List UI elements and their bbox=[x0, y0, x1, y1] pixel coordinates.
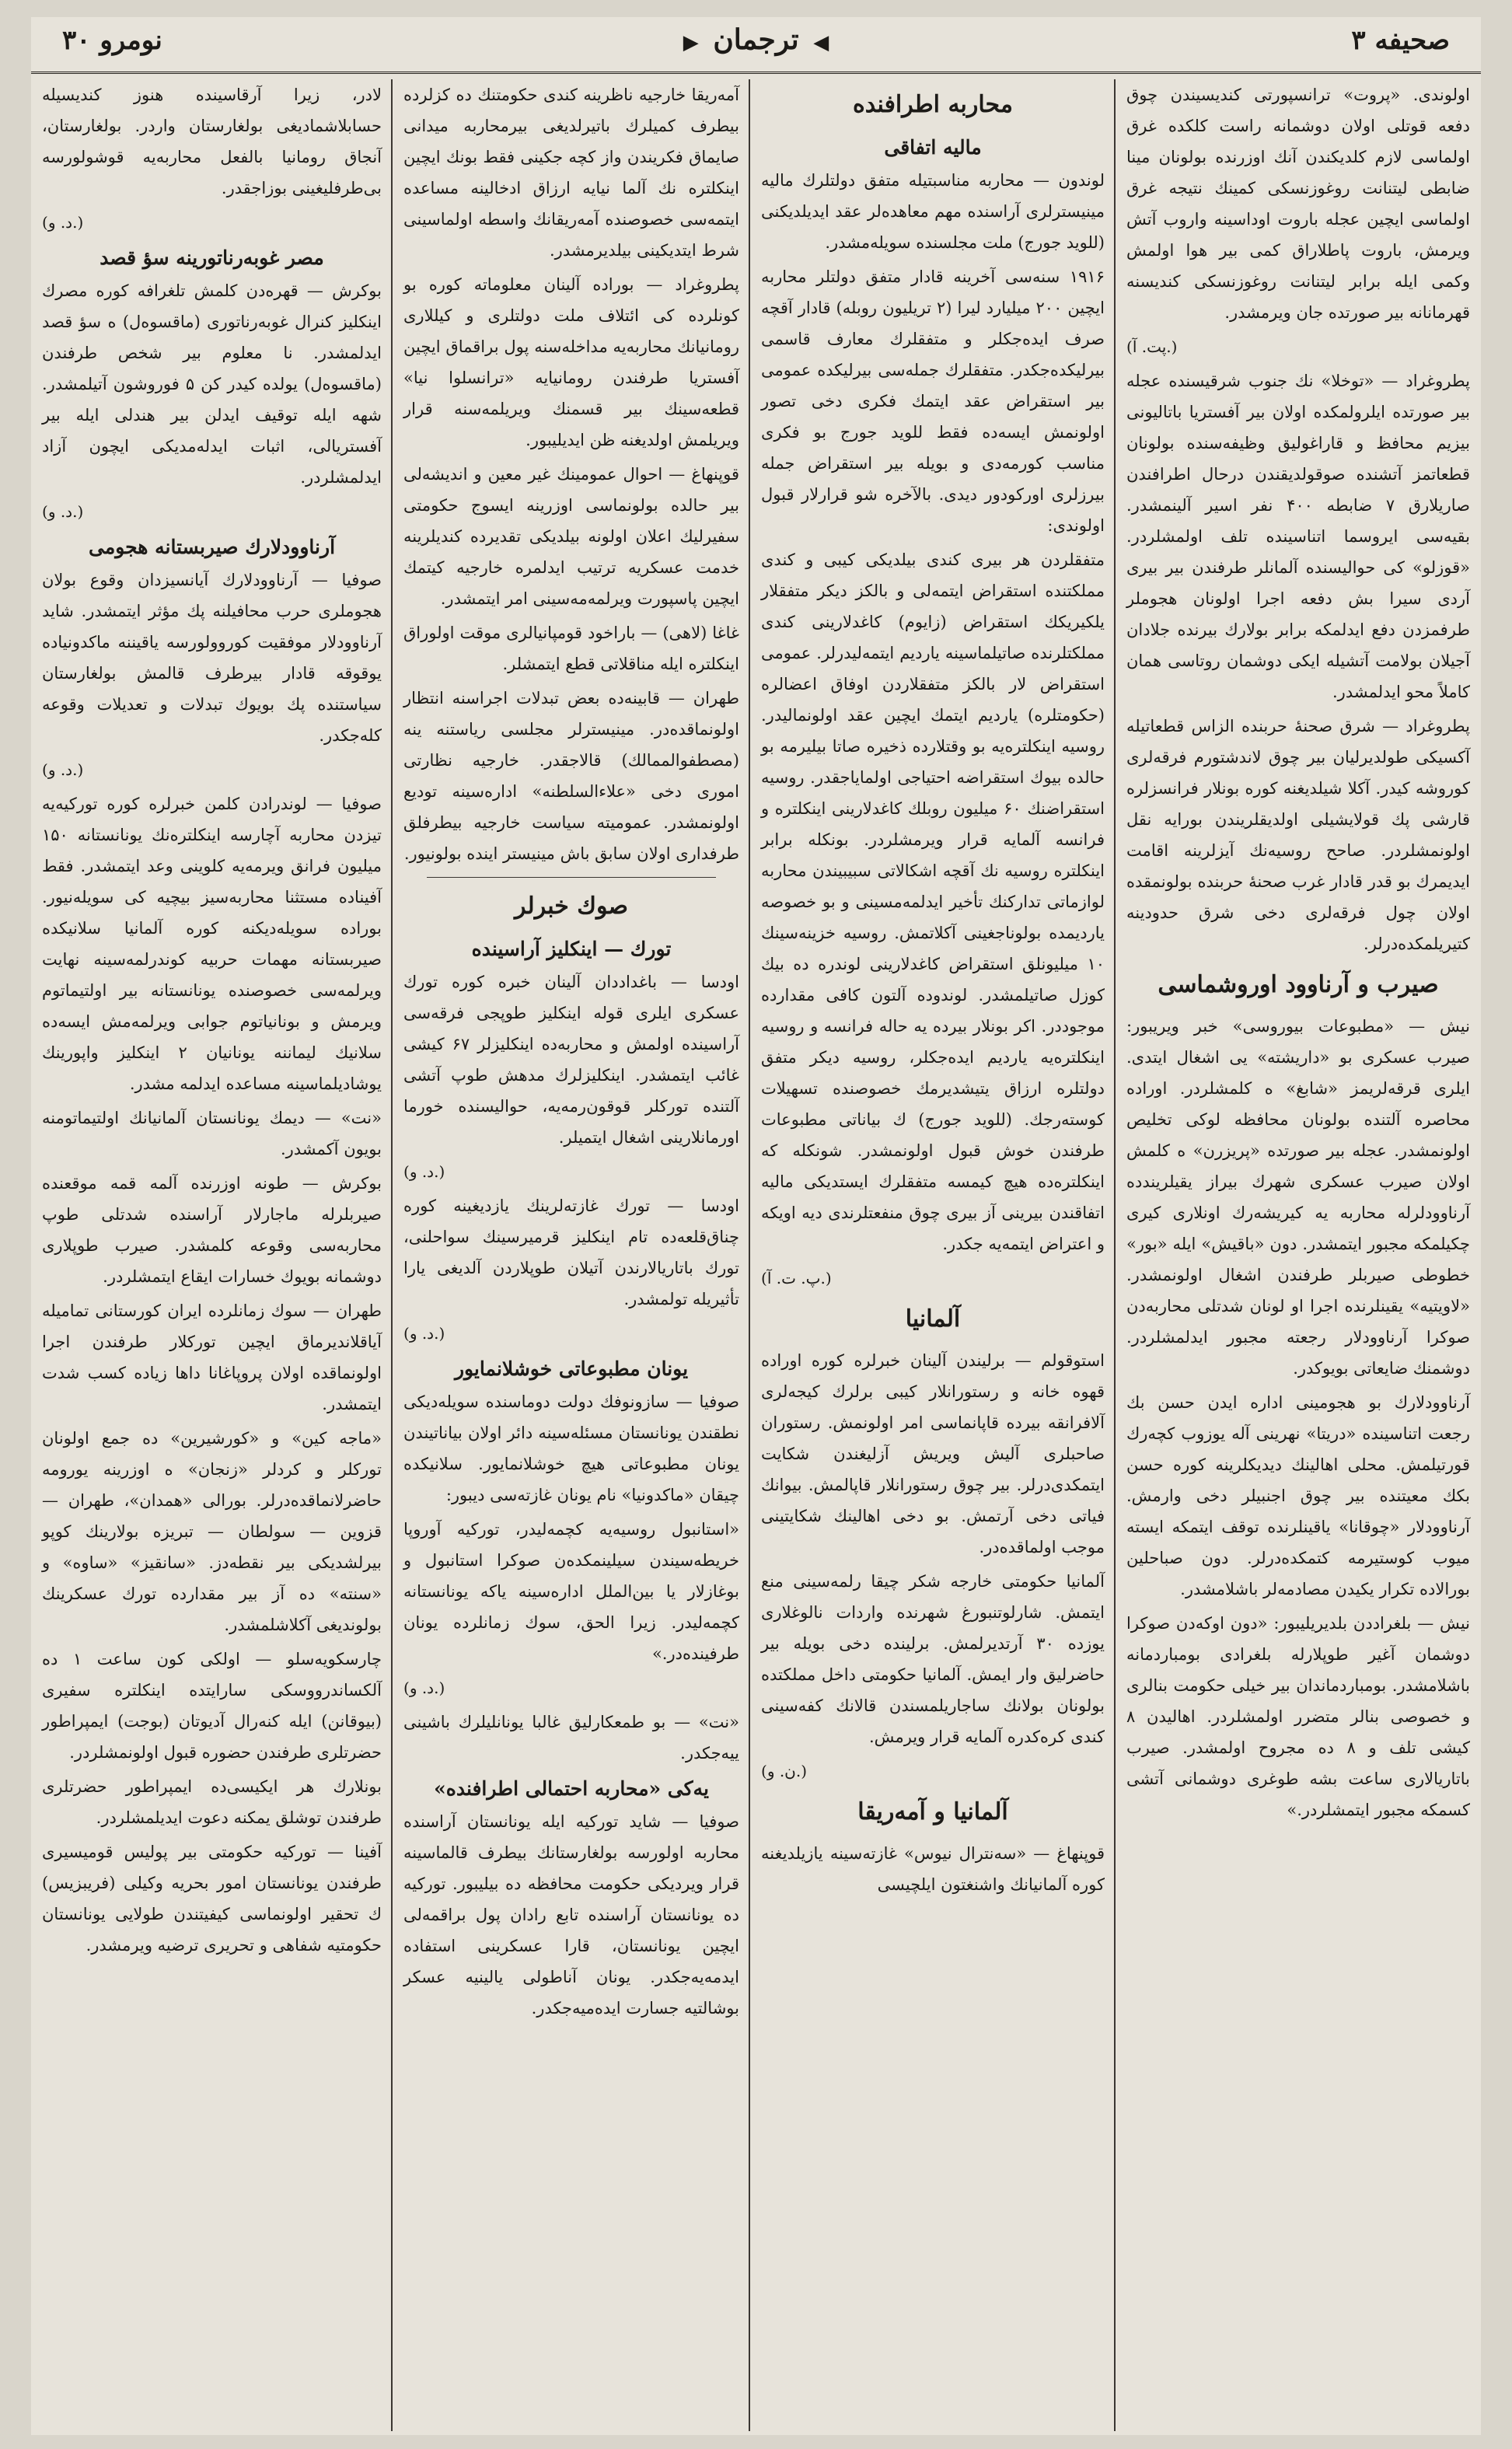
article-paragraph: آفینا — تورکیه حکومتی بیر پولیس قومیسیری طرفندن یونانستان امور بحریه وکیلی (فریبزیس) ك تحقیر اولونماسی کیفیتندن طولایی یونانستان حکومتیه شفاهی و تحریری ترضیه ویرمشدر. bbox=[42, 1843, 382, 1955]
section-subheading: یه‌کی «محاربه احتمالی اطرافنده» bbox=[434, 1777, 709, 1800]
article-paragraph: «ماجه کین» و «کورشیرین» ده جمع اولونان تورکلر و کردلر «زنجان» ه اوزرینه یورومه حاضرلانماقده‌درلر. بورالی «همدان»، طهران — قزوین — سولطان — تبریزه بولارینك کوپو بیرلشدیکی بیر نقطه‌دز. «سانقیز» «ساوه» و «سنته» ده آز بیر مقدارده تورك عسکرینك بولوندیغی آکلاشلمشدر. bbox=[42, 1429, 382, 1634]
source-signature: (د. و.) bbox=[42, 502, 84, 521]
article-paragraph: قوپنهاغ — «سه‌نترال نیوس» غازته‌سینه یازیلدیغنه کوره آلمانیانك واشنغتون ایلچیسی bbox=[761, 1844, 1105, 1894]
article-paragraph: «نت» — بو طمعکارلیق غالبا یونانلیلرك باشینی ییه‌جکدر. bbox=[403, 1713, 739, 1763]
article-paragraph: بوکرش — طونه اوزرنده آلمه قمه موقعنده صیربلرله ماجارلار آراسنده شدتلی طوپ محاربه‌سی وقوعه کلمشدر. صیرب طوپلاری دوشمانه بویوك خسارات ایقاع ایتمشلردر. bbox=[42, 1174, 382, 1286]
section-heading: آلمانیا bbox=[905, 1305, 961, 1333]
page-number-label: صحیفه ۳ bbox=[1351, 25, 1450, 56]
section-heading: صوك خبرلر bbox=[515, 893, 628, 920]
section-subheading: مالیه اتفاقی bbox=[884, 136, 982, 159]
article-paragraph: اودسا — تورك غازته‌لرینك یازدیغینه کوره چناق‌قلعه‌ده تام اینکلیز قرمیرسینك سواحلنی، تورك باتاریالارندن آتیلان طوپلاردن آلدیغی یارا تأثیریله تولمشدر. bbox=[403, 1197, 739, 1308]
source-signature: (ن. و.) bbox=[761, 1762, 808, 1780]
article-paragraph: متفقلردن هر بیری کندی بیلدیکی کیبی و کندی مملکتنده استقراض ایتمه‌لی و بالکز دیکر متفقلار یلکیریکك استقراض (زایوم) کاغدلارینی کندی مملکتلرنده صاتیلماسینه یاردیم ایتمه‌لیدرلر. عمومی استقراض لار بالکز متفقلاردن اوفاق اعضالره (حکومتلره) یاردیم ایتمك ایچین عقد اولونمالیدر. روسیه اینکلتره‌یه بو وقتلارده ذخیره صاتا بیلیرمه بو حالده بیوك استقراضه احتیاجی اولمایاجقدر. روسیه استقراضنك ۶۰ میلیون روبلك کاغدلارینی اینکلتره و فرانسه آلمایه قرار ویرمشلردر. بونکله برابر اینکلتره روسیه نك آقچه اشکالاتی سبیبیندن محاربه لوازماتی تدارکنك تأخیر ایدلمه‌مسینی و بو خصوصه یاردیمده بولوناجغینی آکلاتمش. روسیه خزینه‌سینك ۱۰ میلیونلق استقراض کاغدلارینی لوندره ده بیك کوزل صاتیلمشدر. لوندوده آلتون کافی مقدارده موجوددر. اکر بونلار بیرده یه حاله فرانسه و روسیه اینکلتره‌یه یاردیم ایده‌جکلر، روسیه دیکر متفق دولتلره ارزاق یتیشدیرمك خصوصنده تسهیلات کوسته‌رجك. (للوید جورج) ك بیاناتی مطبوعات طرفندن خوش قبول اولونمشدر. شونکله که اینکلتره‌ده هیچ کیمسه متفقلرك ایستدیکی مالیه اتفاقندن بیرینی آز بیری چوق منفعتلرندی دیه اویکه و اعتراض ایتمه‌یه جکدر. bbox=[761, 550, 1105, 1253]
article-paragraph: نیش — بلغراددن بلدیریلیبور: «دون اوکه‌دن صوکرا دوشمان آغیر طوپلارله بلغرادی بومباردمانه باشلامشدر. بومباردماندان بیر خیلی حکومت بنالری و خصوصی بنالر متضرر اولمشلردر. اهالیدن ۸ کیشی تلف و ۸ ده مجروح اولمشدر. صیرب باتاریالاری ساعت بشه طوغری دوشمانی آتشی کسمکه مجبور ایتمشلردر.» bbox=[1126, 1614, 1470, 1819]
article-paragraph: لوندون — محاربه مناسبتیله متفق دولتلرك مالیه مینیسترلری آراسنده مهم معاهده‌لر عقد ایدیلدیکنی (للوید جورج) ملت مجلسنده سویله‌مشدر. bbox=[761, 171, 1105, 252]
source-signature: (د. و.) bbox=[403, 1679, 445, 1697]
article-paragraph: صوفیا — لوندرادن کلمن خبرلره کوره تورکیه‌یه تیزدن محاربه آچارسه اینکلتره‌نك یونانستانه ۱۵۰ میلیون فرانق ویرمه‌یه کلوینی وعد ایتمشدر. فقط آفیناده مستثنا محاربه‌سیز بیچیه کی سویله‌نیور. بوراده سویله‌دیکنه کوره آلمانیا سلانیکده صیربستانه مهمات حربیه کوندرلمه‌سینه نهایت ویرلمه‌سی خصوصنده یونانستانه بیر اولتیماتوم ویرمش و بونانیاتوم جوابی ویرلمه‌مش ایسه‌ده سلانیك لیماننه یونانیان ۲ اینکلیز واپورینك یوشادیلماسینه مساعده ایدلمه مشدر. bbox=[42, 795, 382, 1093]
article-paragraph: استوقولم — برلیندن آلینان خبرلره کوره اوراده قهوه خانه و رستورانلار کیبی برلرك کیجه‌لری آلافرانقه بیرده قاپانماسی امر اولونمش. رستوران صاحبلری آلیش ویریش آزلیغندن شکایت ایتمکدی‌درلر. بیر چوق رستورانلار قاپالمش. بیوانك فیاتی دخی آرتمش. بو دخی اهالینك شکایتینی موجب اولماقده‌در. bbox=[761, 1351, 1105, 1556]
article-paragraph: صوفیا — سازونوفك دولت دوماسنده سویله‌دیکی نطقندن یونانستان مسئله‌سینه دائر اولان بیاناتیندن یونان مطبوعاتی هیچ خوشلانمایور. سلانیکده چیقان «ماکدونیا» نام یونان غازته‌سی دیبور: bbox=[403, 1392, 739, 1504]
article-paragraph: آمه‌ریقا خارجیه ناظرینه کندی حکومتنك ده کزلرده بیطرف کمیلرك باتیرلدیغی بیرمحاربه میدانی صایماق فکریندن واز کچه جکینی فقط بونك ایچین اینکلتره نك آلما نیایه ارزاق ادخالینه مساعده ایتمه‌سی خصوصنده آمه‌ریقانك واسطه اولماسینی شرط ایتدیکینی بیلدیرمشدر. bbox=[403, 86, 739, 260]
article-paragraph: طهران — سوك زمانلرده ایران کورستانی تمامیله آیاقلاندیرماق ایچین تورکلار طرفندن اجرا اولونماقده اولان پروپاغانا داها زیاده کسب شدت ایتمشدر. bbox=[42, 1301, 382, 1413]
article-paragraph: قوپنهاغ — احوال عمومینك غیر معین و اندیشه‌لی بیر حالده بولونماسی اوزرینه ایسوج حکومتی سفیرلیك اعلان اولونه بیلدیکی تقدیرده کندیلرینه خدمت عسکریه ترتیب ایدلمره خارجیه کیتمك ایچین پاسپورت ویرلمه‌مه‌سینی امر ایتمشدر. bbox=[403, 465, 739, 608]
newspaper-page bbox=[31, 17, 1481, 2435]
issue-number-label: نومرو ۳۰ bbox=[62, 25, 162, 56]
section-subheading: یونان مطبوعاتی خوشلانمایور bbox=[454, 1357, 689, 1380]
article-paragraph: طهران — قابینه‌ده بعض تبدلات اجراسنه انتظار اولونماقده‌در. مینیسترلر مجلسی ریاستنه ینه (مصطفوالممالك) قالاجقدر. خارجیه نظارتی اموری دخی «علاءالسلطنه» اداره‌سینه تودیع اولونمشدر. عمومیته سیاست خارجیه بیطرفلق طرفداری اولان سابق باش مینیستر اینده بولونیور. bbox=[403, 689, 739, 863]
article-paragraph: اولوندی. «پروت» ترانسپورتی کندیسیندن چوق دفعه قوتلی اولان دوشمانه راست کلکده غرق اولماسی لازم کلدیکندن آنك اوزرنده بولونان مینا ضابطی لیتنانت روغوزنسکی کمینك نتیجه غرق اولماسی ایچین عجله باروت اوداسینه واروب آتش ویرمش، باروت پاطلاراق کمی بیر هوا اولمش وکمی ایله برابر لیتنانت روغوزنسکی کندیسنه قهرمانانه بیر صورتده جان ویرمشدر. bbox=[1126, 86, 1470, 322]
article-paragraph: «نت» — دیمك یونانستان آلمانیانك اولتیماتومنه بویون آکمشدر. bbox=[42, 1109, 382, 1158]
article-paragraph: چارسکویه‌سلو — اولکی کون ساعت ۱ ده آلکساندرووسکی سارایتده اینکلتره سفیری (بیوقانن) ایله کنه‌رال آدیوتان (بوجت) ایمپراطور حضرتلری طرفندن حضوره قبول اولونمشلردر. bbox=[42, 1650, 382, 1762]
column-3 bbox=[393, 79, 750, 2431]
source-signature: (پت. آ.) bbox=[1126, 337, 1178, 356]
source-signature: (پ. ت. آ.) bbox=[761, 1269, 832, 1287]
source-signature: (د. و.) bbox=[403, 1324, 445, 1343]
section-subheading: تورك — اینکلیز آراسینده bbox=[471, 938, 672, 960]
page-header bbox=[31, 17, 1481, 74]
source-signature: (د. و.) bbox=[403, 1162, 445, 1181]
column-2 bbox=[750, 79, 1116, 2431]
article-paragraph: پطروغراد — «توخلا» نك جنوب شرقیسنده عجله بیر صورتده ایلرولمکده اولان بیر آفستریا باتالیونی بیزیم محافظ و قاراغولیق وظیفه‌سنده بولونان قطعاتمز آتشنده صوقولدیقندن درحال اطرافندن صاریلارق ۷ ضابطه ۴۰۰ نفر اسیر آلینمشدر. بقیه‌سی ایروسما اتناسینده تلف اولمشلردر. «قوزلو» کی حوالیسنده آلمانلر طرفندن بیر بیری آردی سیرا بش دفعه اجرا اولونان هجوملر طرفمزدن دفع ایدلمکه برابر بولارك بیرنده جلادان آجیلان بولامت آتشیله ایکی دوشمان روتاسی همان کاملاً محو ایدلمشدر. bbox=[1126, 372, 1470, 701]
source-signature: (د. و.) bbox=[42, 213, 84, 232]
section-heading: صیرب و آرناوود اوروشماسی bbox=[1158, 971, 1439, 998]
column-4 bbox=[31, 79, 393, 2431]
article-paragraph: صوفیا — شاید تورکیه ایله یونانستان آراسنده محاربه اولورسه بولغارستانك بیطرف قالماسینه قرار ویردیکی حکومت محافظه ده بیلیبور. تورکیه ده یونانستان آراسنده تابع رادان پول براقمه‌لی ایچین یونانستان، قارا عسکرینی استفاده ایدمه‌یه‌جکدر. یونان آناطولی یالینیه عسکر بوشالتیه جسارت ایده‌میه‌جکدر. bbox=[403, 1812, 739, 2018]
article-paragraph: بوکرش — قهره‌دن کلمش تلغرافه کوره مصرك اینکلیز کنرال غوبه‌رناتوری (ماقسوه‌ل) ه سؤ قصد ایدلمشدر. نا معلوم بیر شخص طرفندن (ماقسوه‌ل) یولده کیدر کن ۵ فوروشون آتیلمشدر. شهه ایله توقیف ایدلن بیر هندلی ایله بیر آفستریالی، اثبات ایدله‌مدیکی ایچون آزاد ایدلمشلردر. bbox=[42, 281, 382, 487]
arrow-right-icon: ◀ bbox=[813, 31, 829, 54]
section-heading: محاربه اطرافنده bbox=[853, 91, 1013, 118]
section-subheading: آرناوودلارك صیربستانه هجومی bbox=[88, 536, 336, 558]
paper-name: ترجمان bbox=[713, 23, 799, 56]
source-signature: (د. و.) bbox=[42, 760, 84, 779]
arrow-left-icon: ▶ bbox=[683, 31, 699, 54]
article-paragraph: آلمانیا حکومتی خارجه شکر چیقا رلمه‌سینی منع ایتمش. شارلوتنبورغ شهرنده واردات نالوغلاری یوزده ۳۰ آرتدیرلمش. برلینده دخی بویله بیر حاضرلیق وار ایمش. آلمانیا حکومتی داخل مملکتده بولونان بولانك ساجاریلمسندن قالانك کفه‌سینی کندی کره‌کدره آلمایه قرار ویرمش. bbox=[761, 1572, 1105, 1746]
article-paragraph: نیش — «مطبوعات بیوروسی» خبر ویریبور: صیرب عسکری بو «داریشته» یی اشغال ایتدی. ایلری قرقه‌لریمز «شابغ» ه کلمشلردر. اوراده محاصره آلتنده بولونان محافظه لوکی تخلیص اولونمشدر. عجله بیر صورتده «پریزرن» ه کلمش اولان صیرب عسکری شهرك بیراز یقیلریندده آرناوودلرله محاربه یه کیریشه‌رك اونلاری کیری چکیلمکه مجبور ایتمشدر. دون «باقیش» ایله «بور» خطوطی صیربلر طرفندن اشغال اولونمشدر. «لاویتیه» یقینلرنده اجرا او لونان شدتلی محاربه‌دن صوکرا آرناوودلار رجعته مجبور ایدلمشلردر. دوشمنك ضایعاتی بویوکدر. bbox=[1126, 1017, 1470, 1378]
article-paragraph: ۱۹۱۶ سنه‌سی آخرینه قادار متفق دولتلر محاربه ایچین ۲۰۰ میلیارد لیرا (۲ تریلیون روبله) قادار آقچه صرف ایده‌جکلر و متفقلرك معارف قاسمی بیرلیکده‌جکدر. متفقلرك جمله‌سی بیرلیکده عمومی بیر استقراض عقد ایتمك فکری دخی تصور اولونمش ایسه‌ده فقط للوید جورج بو فکری مناسب کورمه‌دی و بویله بیر استقراض جمله بیرزلری اورکودور دیدی. بالآخره شو قرارلار قبول اولوندی: bbox=[761, 267, 1105, 535]
article-paragraph: لادر، زیرا آرقاسینده هنوز کندیسیله حسابلاشمادیغی بولغارستان واردر. بولغارستان، آنجاق رومانیا بالفعل محاربه‌یه قوشولورسه بی‌طرفلیغینی بوزاجقدر. bbox=[42, 86, 382, 197]
columns bbox=[31, 79, 1481, 2431]
article-paragraph: صوفیا — آرناوودلارك آیانسیزدان وقوع بولان هجوملری حرب محافیلنه پك مؤثر ایتمشدر. شاید آرناوودلار موفقیت کوروولورسه یاقیننه ماکدونیاده یوقوقه قادار بیرطرف قالمش بولغارستان سیاستنده پك بویوك تبدلات و تعدیلات وقوعه کله‌جکدر. bbox=[42, 571, 382, 745]
section-heading: آلمانیا و آمه‌ریقا bbox=[857, 1798, 1008, 1825]
section-subheading: مصر غوبه‌رناتورینه سؤ قصد bbox=[100, 246, 324, 269]
article-paragraph: پطروغراد — شرق صحنهٔ حربنده الزاس قطعاتیله آکسیکی طولدیرلیان بیر چوق لاندشتورم فرقه‌لری کوروشه کیدر. آکلا شیلدیغنه کوره بونلار فرانسزلره قارشی پك قولایشیلی اولدیقلریندن بورایه نقل اولونمشلردر. صاحح روسیه‌نك آیزلرینه اقامت ایدیمرك بو قدر قادار غرب صحنهٔ حربنده بولونمقده اولان چول فرقه‌لری دخی شرق حدودینه کتیریلمکده‌درلر. bbox=[1126, 717, 1470, 953]
article-paragraph: پطروغراد — بوراده آلینان معلوماته کوره بو کونلرده کی ائتلاف ملت دولتلری و کیللاری رومانیانك محاربه‌یه مداخله‌سنه پول براقماق ایچین آفستریا طرفندن رومانیایه «ترانسلوا نیا» قطعه‌سینك بیر قسمنك ویریلمه‌سنه قرار ویریلمش اولدیغنه ظن ایدیلیبور. bbox=[403, 275, 739, 449]
article-paragraph: غاغا (لاهی) — باراخود قومپانیالری موقت اولوراق اینکلتره ایله مناقلاتی قطع ایتمشلر. bbox=[403, 624, 739, 673]
section-divider bbox=[427, 877, 716, 878]
masthead bbox=[679, 23, 833, 56]
article-paragraph: «استانبول روسیه‌یه کچمه‌لیدر، تورکیه آوروپا خریطه‌سیندن سیلینمکده‌ن صوکرا استانبول و بوغازلار یا بین‌الملل اداره‌سینه یاکه یونانستانه کچمه‌لیدر. زیرا الحق، سوك زمانلرده یونان طرفینده‌در.» bbox=[403, 1520, 739, 1663]
article-paragraph: بونلارك هر ایکیسی‌ده ایمپراطور حضرتلری طرفندن توشلق یمکنه دعوت ایدیلمشلردر. bbox=[42, 1777, 382, 1827]
article-paragraph: آرناوودلارك بو هجومینی اداره ایدن حسن بك رجعت اتناسینده «دریتا» نهرینی آله یوزوب کچه‌رك قورتیلمش. محلی اهالینك دیدیکلرینه کوره حسن بکك معیتنده بیر چوق اجنبیلر دخی وارمش. آرناوودلار «چوقانا» یاقینلرنده توقف ایتمکه ایسته میوب کوستیرمه کتمکده‌درلر. دون صباحلین بورالاده تکرار یکیدن مصادمه‌لر باشلامشدر. bbox=[1126, 1393, 1470, 1598]
column-1 bbox=[1116, 79, 1481, 2431]
article-paragraph: اودسا — باغداددان آلینان خبره کوره تورك عسکری ایلری قوله اینکلیز طوپجی فرقه‌سی آراسینده اولمش و محاربه‌ده اینکلیزلر ۶۷ کیشی غائب ایتمشدر. اینکلیزلرك مدهش طوپ آتشی آلتنده تورکلر قوقون‌رمه‌یه، حوالیسنده خورما اورمانلارینی اشغال ایتمیلر. bbox=[403, 973, 740, 1147]
